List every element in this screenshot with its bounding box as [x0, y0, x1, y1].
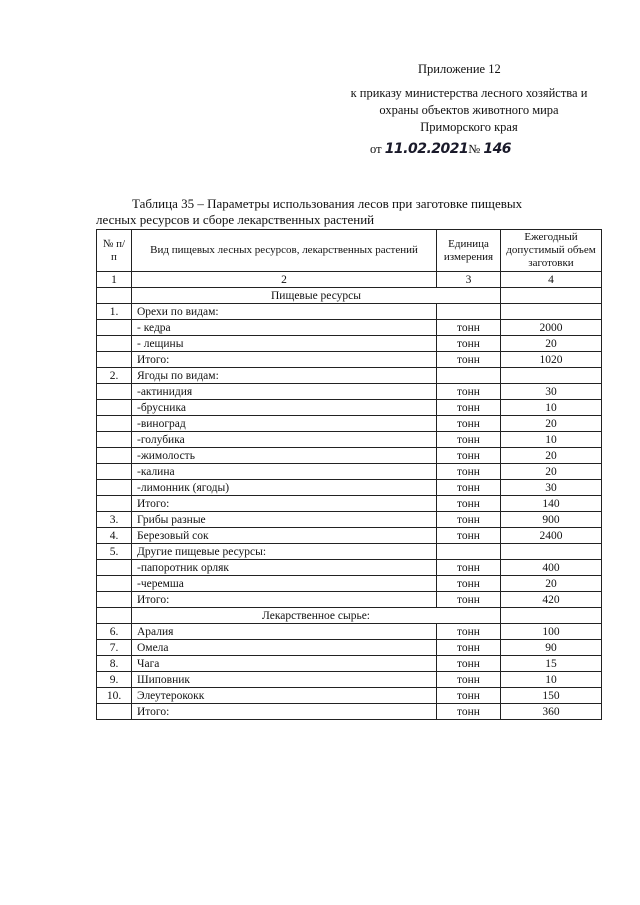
volume-cell: 10 — [501, 400, 602, 416]
resource-name-cell: Итого: — [132, 352, 437, 368]
order-date-line — [370, 141, 511, 157]
row-number-cell: 5. — [97, 544, 132, 560]
volume-cell: 20 — [501, 336, 602, 352]
unit-cell: тонн — [437, 672, 501, 688]
volume-cell: 20 — [501, 464, 602, 480]
resource-name-cell: Шиповник — [132, 672, 437, 688]
table-row — [97, 400, 602, 416]
table-row — [97, 528, 602, 544]
volume-cell: 900 — [501, 512, 602, 528]
unit-cell: тонн — [437, 656, 501, 672]
col-number-2: 2 — [132, 272, 437, 288]
unit-cell — [437, 368, 501, 384]
section-empty-cell — [97, 608, 132, 624]
resource-name-cell: -папоротник орляк — [132, 560, 437, 576]
resource-name-cell: Чага — [132, 656, 437, 672]
handwritten-date: 11.02.2021 — [384, 141, 469, 157]
table-row — [97, 304, 602, 320]
table-header-row — [97, 230, 602, 272]
row-number-cell: 8. — [97, 656, 132, 672]
col-number-4: 4 — [501, 272, 602, 288]
unit-cell: тонн — [437, 624, 501, 640]
table-row — [97, 560, 602, 576]
table-body — [97, 288, 602, 720]
row-number-cell — [97, 592, 132, 608]
unit-cell: тонн — [437, 400, 501, 416]
order-line-3: Приморского края — [420, 120, 518, 134]
resource-name-cell: -жимолость — [132, 448, 437, 464]
number-sign: № — [468, 142, 481, 156]
table-row — [97, 480, 602, 496]
resource-name-cell: Грибы разные — [132, 512, 437, 528]
col-number-1: 1 — [97, 272, 132, 288]
section-title: Пищевые ресурсы — [132, 288, 501, 304]
section-empty-cell — [501, 608, 602, 624]
unit-cell: тонн — [437, 336, 501, 352]
unit-cell: тонн — [437, 496, 501, 512]
section-empty-cell — [97, 288, 132, 304]
row-number-cell — [97, 336, 132, 352]
volume-cell: 2000 — [501, 320, 602, 336]
table-row — [97, 368, 602, 384]
resource-name-cell: -лимонник (ягоды) — [132, 480, 437, 496]
volume-cell: 140 — [501, 496, 602, 512]
row-number-cell — [97, 576, 132, 592]
resource-name-cell: Ягоды по видам: — [132, 368, 437, 384]
volume-cell: 20 — [501, 448, 602, 464]
volume-cell: 30 — [501, 480, 602, 496]
table-row — [97, 656, 602, 672]
resource-name-cell: -актинидия — [132, 384, 437, 400]
header-resource-type: Вид пищевых лесных ресурсов, лекарственных растений — [132, 230, 437, 272]
order-line-2: охраны объектов животного мира — [379, 103, 559, 117]
column-number-row — [97, 272, 602, 288]
table-row — [97, 624, 602, 640]
header-annual-volume: Ежегодный допустимый объем заготовки — [501, 230, 602, 272]
resource-name-cell: Итого: — [132, 704, 437, 720]
resource-name-cell: -калина — [132, 464, 437, 480]
table-row — [97, 496, 602, 512]
section-empty-cell — [501, 288, 602, 304]
unit-cell: тонн — [437, 432, 501, 448]
table-row — [97, 352, 602, 368]
volume-cell: 30 — [501, 384, 602, 400]
row-number-cell — [97, 448, 132, 464]
unit-cell: тонн — [437, 688, 501, 704]
unit-cell — [437, 304, 501, 320]
table-row — [97, 432, 602, 448]
unit-cell: тонн — [437, 640, 501, 656]
row-number-cell: 9. — [97, 672, 132, 688]
caption-line-1: Таблица 35 – Параметры использования лесов при заготовке пищевых — [132, 196, 523, 211]
table-row — [97, 416, 602, 432]
header-unit: Единица измерения — [437, 230, 501, 272]
table-row — [97, 448, 602, 464]
row-number-cell — [97, 416, 132, 432]
table-row — [97, 464, 602, 480]
resource-name-cell: -виноград — [132, 416, 437, 432]
volume-cell: 400 — [501, 560, 602, 576]
row-number-cell: 3. — [97, 512, 132, 528]
table-row — [97, 512, 602, 528]
row-number-cell: 7. — [97, 640, 132, 656]
row-number-cell — [97, 400, 132, 416]
unit-cell: тонн — [437, 384, 501, 400]
date-prefix: от — [370, 142, 382, 156]
section-title: Лекарственное сырье: — [132, 608, 501, 624]
resources-table — [96, 229, 602, 720]
volume-cell: 90 — [501, 640, 602, 656]
volume-cell: 1020 — [501, 352, 602, 368]
volume-cell: 10 — [501, 432, 602, 448]
header-number: № п/п — [97, 230, 132, 272]
resource-name-cell: Элеутерококк — [132, 688, 437, 704]
volume-cell: 360 — [501, 704, 602, 720]
appendix-title: Приложение 12 — [418, 62, 501, 76]
resource-name-cell: - кедра — [132, 320, 437, 336]
unit-cell: тонн — [437, 480, 501, 496]
row-number-cell: 1. — [97, 304, 132, 320]
table-row — [97, 336, 602, 352]
resource-name-cell: -голубика — [132, 432, 437, 448]
resource-name-cell: - лещины — [132, 336, 437, 352]
volume-cell: 100 — [501, 624, 602, 640]
row-number-cell — [97, 480, 132, 496]
row-number-cell: 10. — [97, 688, 132, 704]
volume-cell: 2400 — [501, 528, 602, 544]
volume-cell — [501, 544, 602, 560]
order-line-1: к приказу министерства лесного хозяйства и — [350, 86, 588, 100]
resource-name-cell: Итого: — [132, 592, 437, 608]
row-number-cell: 2. — [97, 368, 132, 384]
unit-cell: тонн — [437, 448, 501, 464]
resource-name-cell: Березовый сок — [132, 528, 437, 544]
unit-cell: тонн — [437, 704, 501, 720]
row-number-cell: 4. — [97, 528, 132, 544]
resource-name-cell: Омела — [132, 640, 437, 656]
volume-cell: 15 — [501, 656, 602, 672]
table-row — [97, 576, 602, 592]
unit-cell: тонн — [437, 560, 501, 576]
unit-cell: тонн — [437, 416, 501, 432]
row-number-cell — [97, 560, 132, 576]
handwritten-order-number: 146 — [483, 141, 512, 157]
row-number-cell — [97, 352, 132, 368]
volume-cell: 420 — [501, 592, 602, 608]
resource-name-cell: Орехи по видам: — [132, 304, 437, 320]
volume-cell: 20 — [501, 416, 602, 432]
row-number-cell: 6. — [97, 624, 132, 640]
row-number-cell — [97, 704, 132, 720]
unit-cell: тонн — [437, 512, 501, 528]
volume-cell: 150 — [501, 688, 602, 704]
unit-cell: тонн — [437, 528, 501, 544]
unit-cell: тонн — [437, 464, 501, 480]
caption-line-2: лесных ресурсов и сборе лекарственных растений — [96, 212, 375, 227]
col-number-3: 3 — [437, 272, 501, 288]
table-caption — [96, 196, 601, 228]
volume-cell — [501, 304, 602, 320]
unit-cell: тонн — [437, 320, 501, 336]
section-row — [97, 288, 602, 304]
row-number-cell — [97, 464, 132, 480]
volume-cell: 10 — [501, 672, 602, 688]
volume-cell — [501, 368, 602, 384]
table-row — [97, 384, 602, 400]
table-row — [97, 640, 602, 656]
table-row — [97, 544, 602, 560]
resource-name-cell: -брусника — [132, 400, 437, 416]
volume-cell: 20 — [501, 576, 602, 592]
section-row — [97, 608, 602, 624]
row-number-cell — [97, 320, 132, 336]
row-number-cell — [97, 432, 132, 448]
resource-name-cell: Другие пищевые ресурсы: — [132, 544, 437, 560]
table-row — [97, 320, 602, 336]
resource-name-cell: Итого: — [132, 496, 437, 512]
table-row — [97, 704, 602, 720]
table-row — [97, 688, 602, 704]
row-number-cell — [97, 496, 132, 512]
table-row — [97, 672, 602, 688]
unit-cell — [437, 544, 501, 560]
resource-name-cell: -черемша — [132, 576, 437, 592]
table-row — [97, 592, 602, 608]
resource-name-cell: Аралия — [132, 624, 437, 640]
unit-cell: тонн — [437, 352, 501, 368]
unit-cell: тонн — [437, 592, 501, 608]
unit-cell: тонн — [437, 576, 501, 592]
row-number-cell — [97, 384, 132, 400]
